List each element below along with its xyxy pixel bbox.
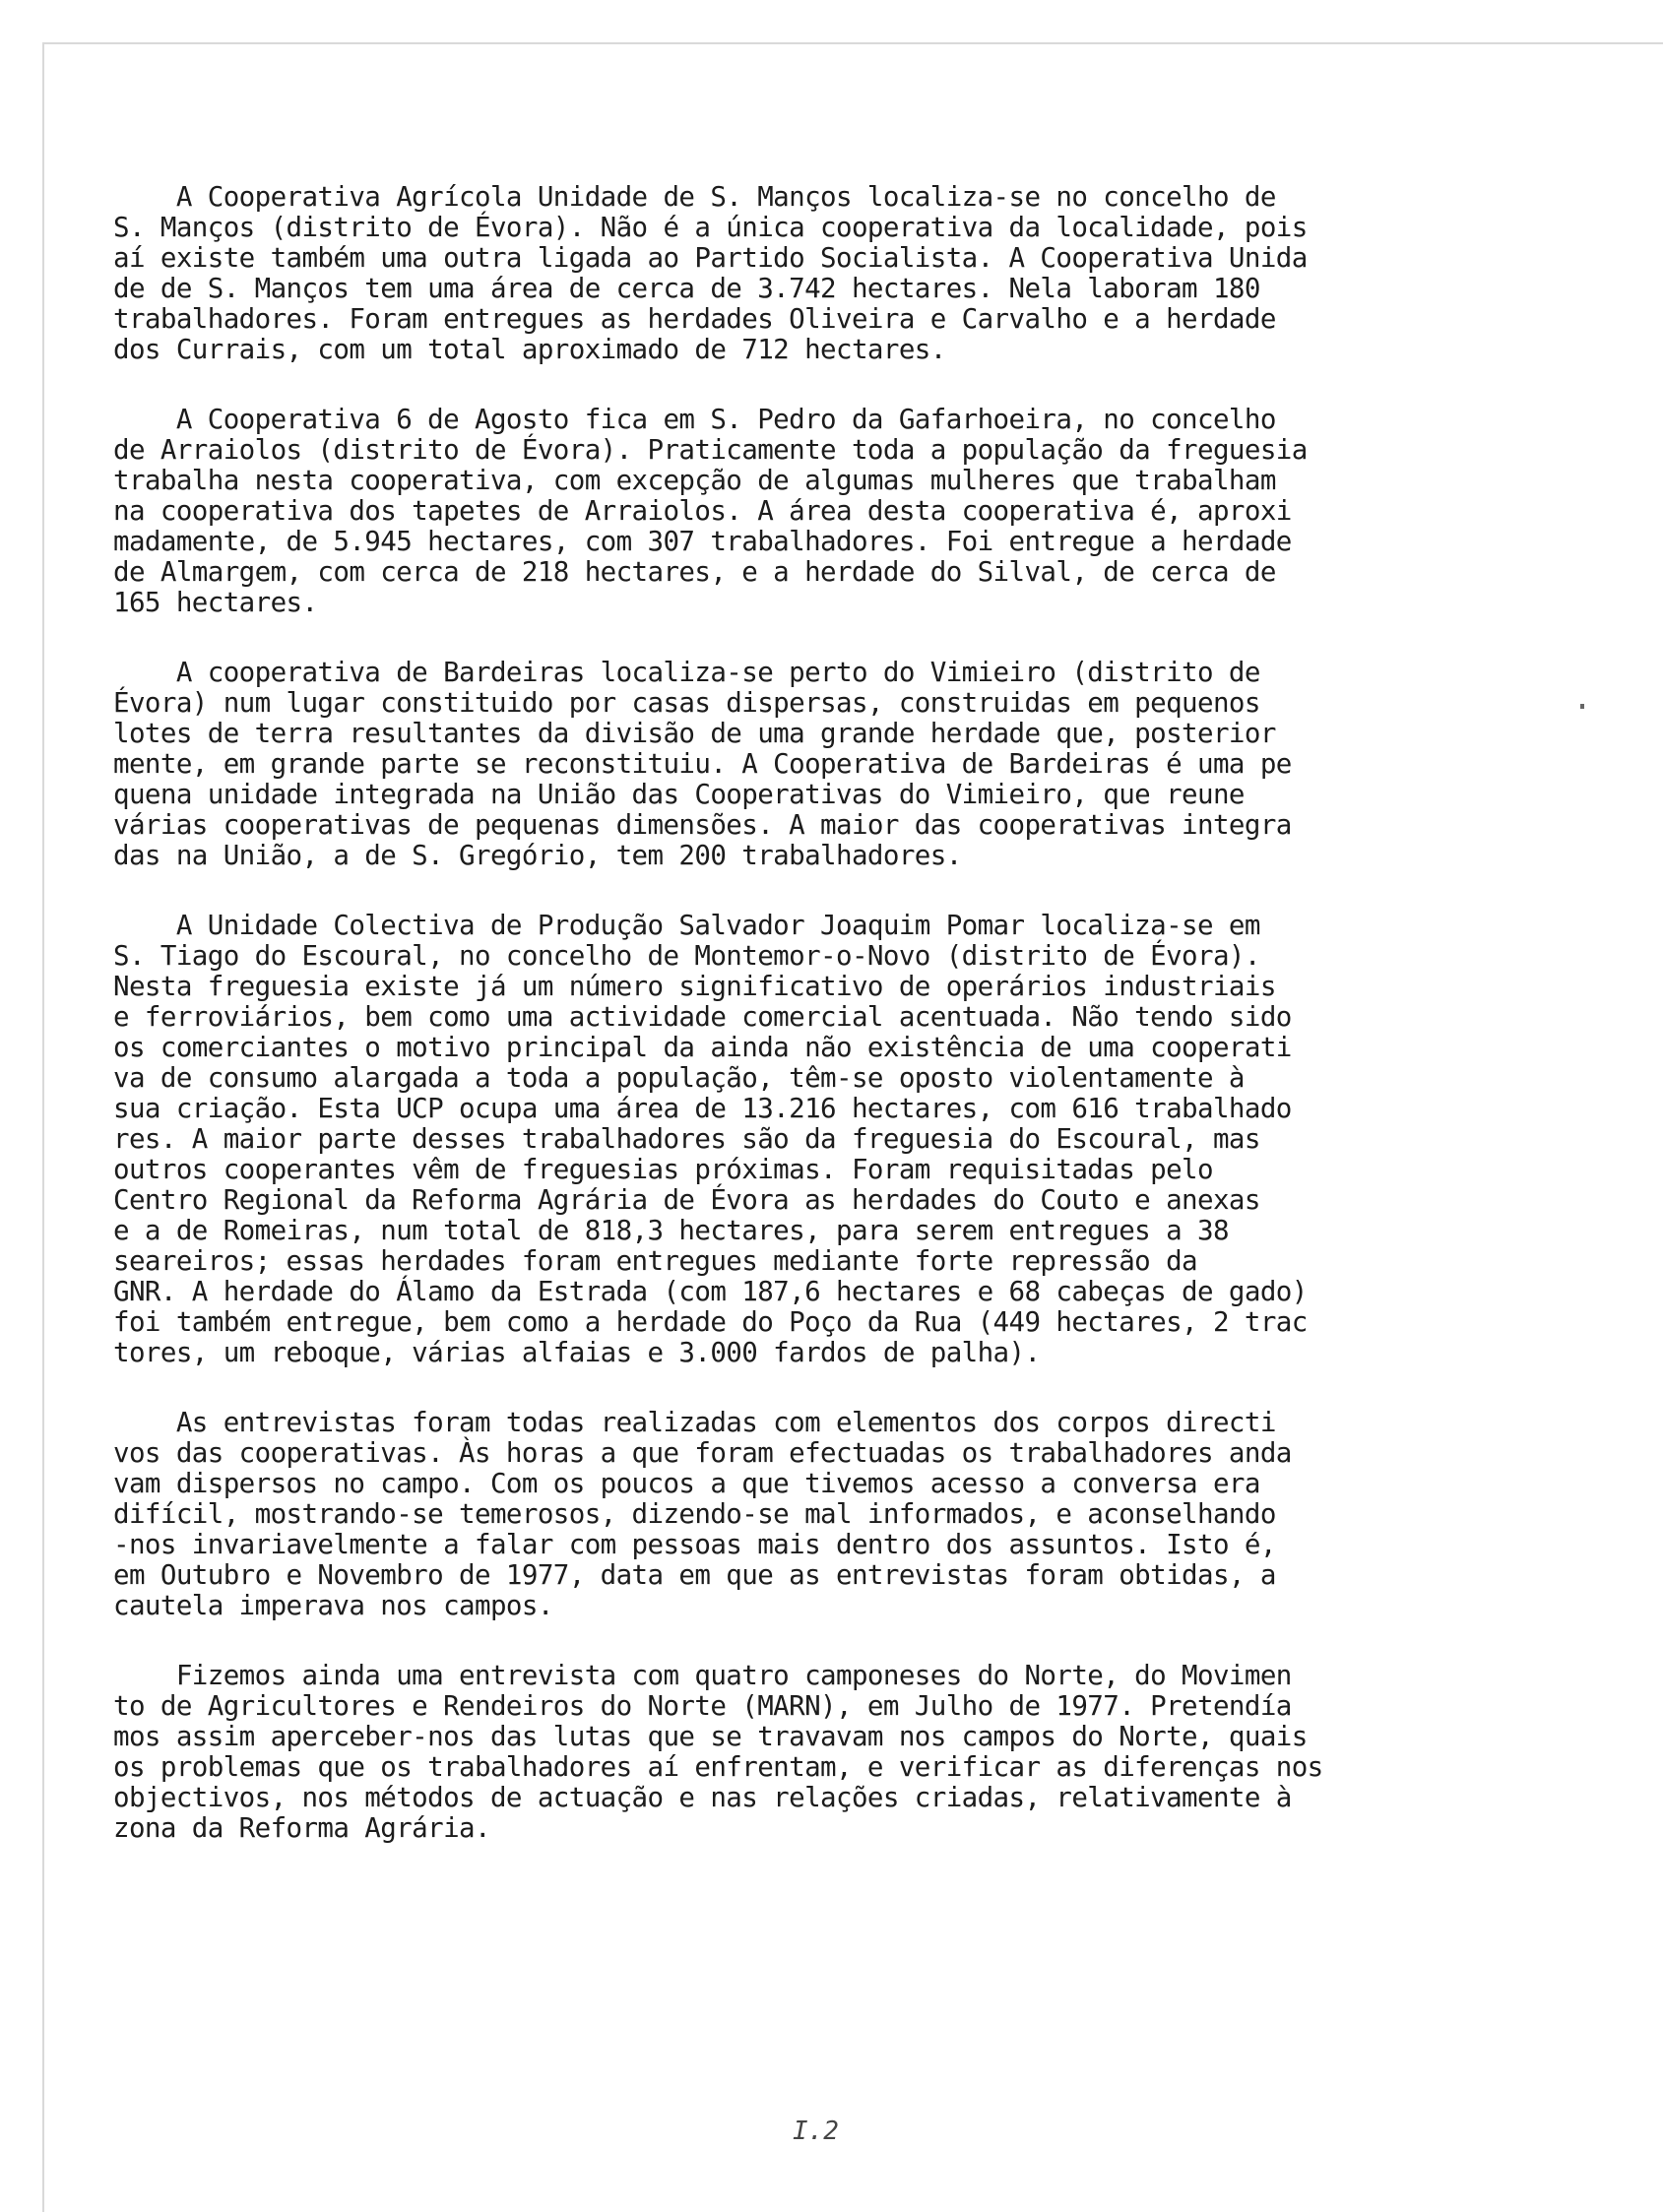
text-line: S. Manços (distrito de Évora). Não é a única cooperativa da localidade, pois (113, 212, 1308, 243)
text-line: de de S. Manços tem uma área de cerca de 3.742 hectares. Nela laboram 180 (113, 273, 1260, 304)
text-line: -nos invariavelmente a falar com pessoas mais dentro dos assuntos. Isto é, (113, 1529, 1276, 1560)
text-line: S. Tiago do Escoural, no concelho de Montemor-o-Novo (distrito de Évora). (113, 940, 1260, 972)
text-line: res. A maior parte desses trabalhadores são da freguesia do Escoural, mas (113, 1123, 1260, 1155)
text-line: seareiros; essas herdades foram entregues mediante forte repressão da (113, 1245, 1197, 1277)
text-line: mos assim aperceber-nos das lutas que se travavam nos campos do Norte, quais (113, 1721, 1308, 1752)
text-line: quena unidade integrada na União das Cooperativas do Vimieiro, que reune (113, 779, 1245, 810)
text-line: de Arraiolos (distrito de Évora). Praticamente toda a população da freguesia (113, 434, 1308, 466)
text-line: A cooperativa de Bardeiras localiza-se perto do Vimieiro (distrito de (113, 657, 1260, 688)
text-line: das na União, a de S. Gregório, tem 200 trabalhadores. (113, 840, 962, 871)
text-line: sua criação. Esta UCP ocupa uma área de 13.216 hectares, com 616 trabalhado (113, 1093, 1292, 1124)
text-line: va de consumo alargada a toda a população, têm-se oposto violentamente à (113, 1062, 1245, 1094)
text-line: A Cooperativa 6 de Agosto fica em S. Pedro da Gafarhoeira, no concelho (113, 404, 1276, 435)
paragraph (113, 658, 1423, 871)
text-line: madamente, de 5.945 hectares, com 307 trabalhadores. Foi entregue a herdade (113, 526, 1292, 557)
text-line: As entrevistas foram todas realizadas com elementos dos corpos directi (113, 1407, 1276, 1438)
paragraph (113, 1408, 1423, 1621)
text-line: de Almargem, com cerca de 218 hectares, e a herdade do Silval, de cerca de (113, 556, 1276, 588)
text-line: mente, em grande parte se reconstituiu. A Cooperativa de Bardeiras é uma pe (113, 748, 1292, 780)
text-line: Fizemos ainda uma entrevista com quatro camponeses do Norte, do Movimen (113, 1660, 1292, 1691)
paragraph (113, 405, 1423, 618)
text-line: e ferroviários, bem como uma actividade comercial acentuada. Não tendo sido (113, 1001, 1292, 1033)
text-line: várias cooperativas de pequenas dimensões. A maior das cooperativas integra (113, 809, 1292, 841)
text-line: Centro Regional da Reforma Agrária de Évora as herdades do Couto e anexas (113, 1184, 1260, 1216)
scan-speck (1580, 704, 1584, 709)
text-line: aí existe também uma outra ligada ao Partido Socialista. A Cooperativa Unida (113, 242, 1308, 274)
text-line: vam dispersos no campo. Com os poucos a que tivemos acesso a conversa era (113, 1468, 1260, 1499)
text-line: os problemas que os trabalhadores aí enfrentam, e verificar as diferenças nos (113, 1751, 1323, 1783)
text-line: objectivos, nos métodos de actuação e nas relações criadas, relativamente à (113, 1782, 1292, 1813)
page-number: I.2 (793, 2117, 839, 2146)
text-line: dos Currais, com um total aproximado de 712 hectares. (113, 334, 946, 365)
text-line: to de Agricultores e Rendeiros do Norte (MARN), em Julho de 1977. Pretendía (113, 1690, 1292, 1722)
text-line: trabalhadores. Foram entregues as herdades Oliveira e Carvalho e a herdade (113, 303, 1276, 335)
text-line: trabalha nesta cooperativa, com excepção de algumas mulheres que trabalham (113, 465, 1276, 496)
text-line: foi também entregue, bem como a herdade do Poço da Rua (449 hectares, 2 trac (113, 1306, 1308, 1338)
text-line: zona da Reforma Agrária. (113, 1812, 490, 1844)
text-line: difícil, mostrando-se temerosos, dizendo-se mal informados, e aconselhando (113, 1498, 1276, 1530)
text-line: na cooperativa dos tapetes de Arraiolos. A área desta cooperativa é, aproxi (113, 495, 1292, 527)
document-page (42, 42, 1663, 2212)
text-line: A Unidade Colectiva de Produção Salvador Joaquim Pomar localiza-se em (113, 910, 1260, 941)
text-line: lotes de terra resultantes da divisão de uma grande herdade que, posterior (113, 718, 1276, 749)
paragraph (113, 911, 1423, 1368)
text-line: os comerciantes o motivo principal da ainda não existência de uma cooperati (113, 1032, 1292, 1063)
paragraph (113, 1661, 1423, 1844)
text-line: vos das cooperativas. Às horas a que foram efectuadas os trabalhadores anda (113, 1437, 1292, 1469)
text-line: 165 hectares. (113, 587, 318, 618)
body-text (113, 182, 1423, 1883)
text-line: cautela imperava nos campos. (113, 1590, 553, 1621)
text-line: em Outubro e Novembro de 1977, data em que as entrevistas foram obtidas, a (113, 1559, 1276, 1591)
text-line: Évora) num lugar constituido por casas dispersas, construidas em pequenos (113, 687, 1260, 719)
text-line: e a de Romeiras, num total de 818,3 hectares, para serem entregues a 38 (113, 1215, 1229, 1246)
text-line: tores, um reboque, várias alfaias e 3.000 fardos de palha). (113, 1337, 1041, 1368)
paragraph (113, 182, 1423, 365)
text-line: Nesta freguesia existe já um número significativo de operários industriais (113, 971, 1276, 1002)
text-line: outros cooperantes vêm de freguesias próximas. Foram requisitadas pelo (113, 1154, 1213, 1185)
text-line: A Cooperativa Agrícola Unidade de S. Manços localiza-se no concelho de (113, 181, 1276, 213)
text-line: GNR. A herdade do Álamo da Estrada (com 187,6 hectares e 68 cabeças de gado) (113, 1276, 1308, 1307)
